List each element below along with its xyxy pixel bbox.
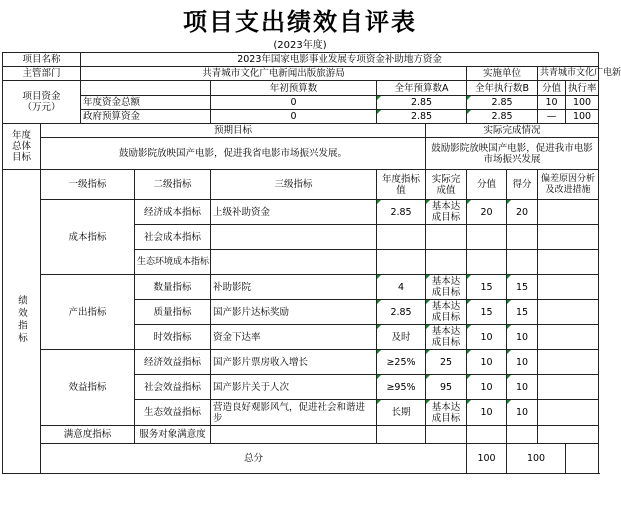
funds-row-initial: 0	[211, 96, 377, 110]
funds-row-annual: 2.85	[377, 110, 467, 124]
funds-row-score: 10	[538, 96, 566, 110]
ind-l3: 国产影片达标奖励	[211, 300, 377, 325]
ind-l3	[211, 250, 377, 275]
ind-l2: 生态效益指标	[135, 400, 211, 426]
ind-l3: 上级补助资金	[211, 200, 377, 225]
ind-got: 10	[507, 325, 538, 350]
ind-got	[507, 250, 538, 275]
ind-header-l3: 三级指标	[211, 170, 377, 200]
ind-score	[467, 426, 507, 444]
ind-l2-satisfaction: 服务对象满意度	[135, 426, 211, 444]
funds-header-initial: 年初预算数	[211, 81, 377, 96]
ind-score: 15	[467, 300, 507, 325]
goal-label: 年度 总体 目标	[3, 124, 41, 170]
ind-actual: 基本达成目标	[426, 400, 467, 426]
ind-l1-satisfaction: 满意度指标	[41, 426, 135, 444]
ind-reason	[538, 200, 599, 225]
funds-header-exec-rate: 执行率	[566, 81, 599, 96]
ind-actual: 基本达成目标	[426, 200, 467, 225]
ind-l3: 营造良好观影风气，促进社会和谐进步	[211, 400, 377, 426]
ind-l2: 经济效益指标	[135, 350, 211, 375]
goal-expected-text: 鼓励影院放映国产电影，促进我省电影市场振兴发展。	[41, 138, 426, 170]
ind-header-reason: 偏差原因分析及改进措施	[538, 170, 599, 200]
ind-reason	[538, 400, 599, 426]
funds-row-name: 政府预算资金	[81, 110, 211, 124]
indicators-side-label: 绩效指标	[3, 170, 41, 474]
ind-l1-output: 产出指标	[41, 275, 135, 350]
goal-expected-label: 预期目标	[41, 124, 426, 138]
ind-l2: 质量指标	[135, 300, 211, 325]
ind-target	[377, 250, 426, 275]
ind-got: 10	[507, 400, 538, 426]
ind-l2: 生态环境成本指标	[135, 250, 211, 275]
ind-actual	[426, 225, 467, 250]
total-score: 100	[467, 444, 507, 474]
ind-score: 20	[467, 200, 507, 225]
ind-score	[467, 250, 507, 275]
ind-l2: 数量指标	[135, 275, 211, 300]
ind-reason	[538, 225, 599, 250]
funds-header-annual: 全年预算数A	[377, 81, 467, 96]
total-got: 100	[507, 444, 566, 474]
evaluation-table	[2, 52, 621, 474]
ind-reason	[538, 300, 599, 325]
ind-target: 及时	[377, 325, 426, 350]
ind-target	[377, 426, 426, 444]
ind-l2: 社会效益指标	[135, 375, 211, 400]
ind-l3: 国产影片关于人次	[211, 375, 377, 400]
ind-header-l1: 一级指标	[41, 170, 135, 200]
ind-reason	[538, 375, 599, 400]
ind-reason	[538, 426, 599, 444]
ind-got: 15	[507, 300, 538, 325]
ind-target: 长期	[377, 400, 426, 426]
funds-row-exec-rate: 100	[566, 110, 599, 124]
goal-actual-label: 实际完成情况	[426, 124, 599, 138]
ind-got: 15	[507, 275, 538, 300]
ind-score: 10	[467, 400, 507, 426]
funds-header-score: 分值	[538, 81, 566, 96]
funds-row-executed: 2.85	[467, 110, 538, 124]
ind-actual	[426, 250, 467, 275]
funds-label: 项目资金 （万元）	[3, 81, 81, 124]
funds-blank-header	[81, 81, 211, 96]
dept-value: 共青城市文化广电新闻出版旅游局	[81, 67, 467, 81]
ind-target: 2.85	[377, 200, 426, 225]
ind-got	[507, 225, 538, 250]
ind-reason	[538, 325, 599, 350]
ind-l3: 资金下达率	[211, 325, 377, 350]
impl-unit-value: 共青城市文化广电新	[538, 67, 599, 81]
funds-row-exec-rate: 100	[566, 96, 599, 110]
project-name-label: 项目名称	[3, 53, 81, 67]
funds-row-score: —	[538, 110, 566, 124]
ind-l2: 经济成本指标	[135, 200, 211, 225]
ind-reason	[538, 275, 599, 300]
ind-actual: 基本达成目标	[426, 275, 467, 300]
ind-l3	[211, 426, 377, 444]
ind-l3: 补助影院	[211, 275, 377, 300]
project-name-value: 2023年国家电影事业发展专项资金补助地方资金	[81, 53, 599, 67]
ind-score: 10	[467, 350, 507, 375]
goal-actual-text: 鼓励影院放映国产电影，促进我市电影市场振兴发展	[426, 138, 599, 170]
ind-target	[377, 225, 426, 250]
ind-got: 10	[507, 375, 538, 400]
funds-header-executed: 全年执行数B	[467, 81, 538, 96]
total-label: 总分	[41, 444, 467, 474]
ind-actual: 基本达成目标	[426, 300, 467, 325]
ind-got: 20	[507, 200, 538, 225]
dept-label: 主管部门	[3, 67, 81, 81]
funds-row-initial: 0	[211, 110, 377, 124]
total-reason	[566, 444, 599, 474]
ind-header-actual: 实际完成值	[426, 170, 467, 200]
ind-score: 15	[467, 275, 507, 300]
ind-target: 4	[377, 275, 426, 300]
ind-l2: 社会成本指标	[135, 225, 211, 250]
ind-header-l2: 二级指标	[135, 170, 211, 200]
ind-header-target: 年度指标值	[377, 170, 426, 200]
ind-reason	[538, 350, 599, 375]
ind-actual: 基本达成目标	[426, 325, 467, 350]
ind-reason	[538, 250, 599, 275]
ind-target: ≥25%	[377, 350, 426, 375]
page-title: 项目支出绩效自评表	[183, 7, 417, 36]
ind-target: 2.85	[377, 300, 426, 325]
ind-l1-cost: 成本指标	[41, 200, 135, 275]
funds-row-name: 年度资金总额	[81, 96, 211, 110]
funds-row-annual: 2.85	[377, 96, 467, 110]
ind-l2: 时效指标	[135, 325, 211, 350]
ind-score: 10	[467, 375, 507, 400]
ind-l3: 国产影片票房收入增长	[211, 350, 377, 375]
ind-got	[507, 426, 538, 444]
ind-score	[467, 225, 507, 250]
ind-actual: 25	[426, 350, 467, 375]
ind-actual: 95	[426, 375, 467, 400]
ind-score: 10	[467, 325, 507, 350]
ind-l3	[211, 225, 377, 250]
ind-l1-benefit: 效益指标	[41, 350, 135, 426]
impl-unit-label: 实施单位	[467, 67, 538, 81]
ind-got: 10	[507, 350, 538, 375]
funds-row-executed: 2.85	[467, 96, 538, 110]
report-year: (2023年度)	[273, 40, 327, 51]
ind-header-score: 分值	[467, 170, 507, 200]
ind-target: ≥95%	[377, 375, 426, 400]
ind-header-got: 得分	[507, 170, 538, 200]
ind-actual	[426, 426, 467, 444]
